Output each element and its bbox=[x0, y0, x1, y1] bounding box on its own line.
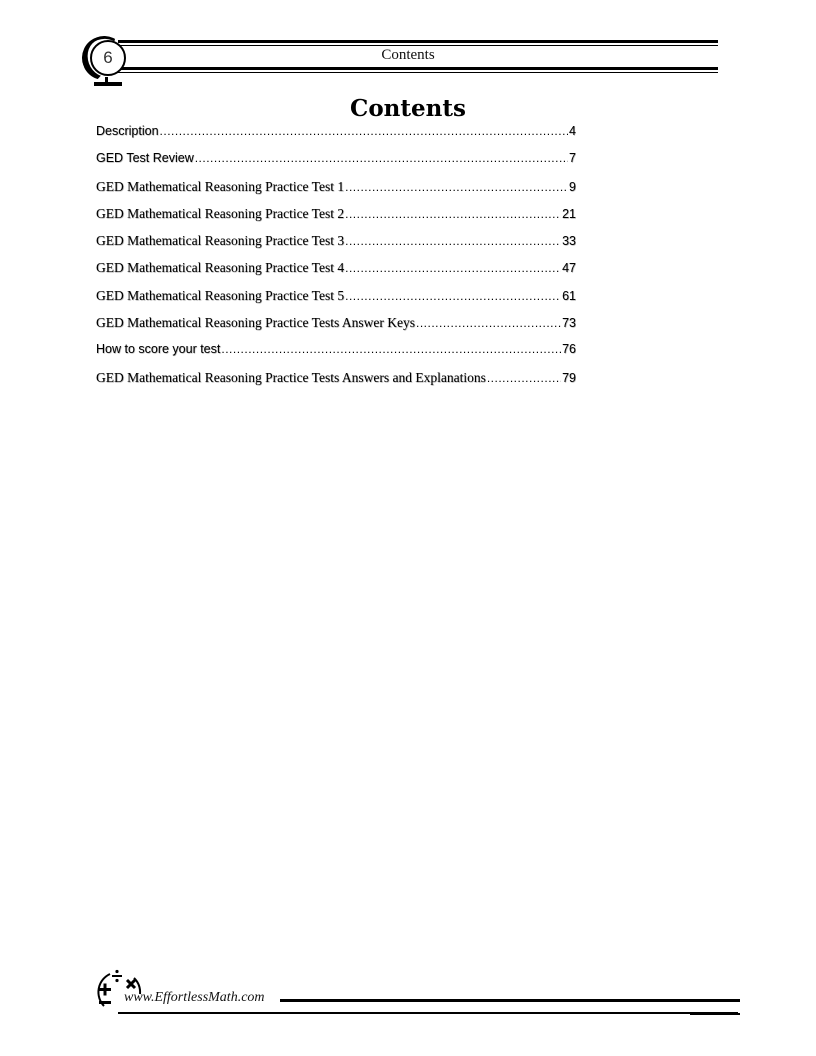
toc-leader-dots bbox=[221, 342, 561, 356]
toc-entry-label: GED Mathematical Reasoning Practice Test 4 bbox=[96, 260, 345, 276]
toc-entry-label: Description bbox=[96, 124, 159, 138]
toc-leader-dots bbox=[416, 316, 561, 330]
toc-entry-label: GED Mathematical Reasoning Practice Test 3 bbox=[96, 233, 345, 249]
toc-entry[interactable] bbox=[96, 260, 576, 287]
header-rule-top-thin bbox=[118, 45, 718, 46]
toc-entry-page: 4 bbox=[569, 124, 576, 138]
toc-leader-dots bbox=[345, 207, 561, 221]
toc-entry-label: GED Mathematical Reasoning Practice Test 1 bbox=[96, 178, 345, 194]
toc-leader-dots bbox=[345, 261, 561, 275]
toc-leader-dots bbox=[195, 151, 568, 165]
running-header-title: Contents bbox=[381, 47, 435, 63]
toc-leader-dots bbox=[160, 124, 569, 138]
footer-rule-accent bbox=[690, 1013, 740, 1015]
header-rule-bottom-thick bbox=[118, 67, 718, 70]
toc-entry-label: How to score your test bbox=[96, 342, 221, 357]
table-of-contents bbox=[96, 124, 576, 397]
toc-entry[interactable] bbox=[96, 342, 576, 369]
footer-rule-thick bbox=[280, 999, 740, 1002]
toc-entry-page: 21 bbox=[562, 206, 576, 221]
toc-entry[interactable] bbox=[96, 370, 576, 397]
toc-entry-page: 9 bbox=[569, 179, 576, 194]
toc-entry-label: GED Test Review bbox=[96, 151, 194, 166]
toc-entry-page: 79 bbox=[562, 370, 576, 385]
toc-leader-dots bbox=[345, 180, 568, 194]
toc-entry-page: 61 bbox=[562, 288, 576, 303]
toc-entry-page: 33 bbox=[562, 234, 576, 249]
toc-entry-label: GED Mathematical Reasoning Practice Tests Answer Keys bbox=[96, 315, 415, 331]
toc-leader-dots bbox=[487, 371, 561, 385]
header-rule-bottom-thin bbox=[118, 72, 718, 73]
header-rule-top-thick bbox=[118, 40, 718, 43]
toc-entry[interactable] bbox=[96, 288, 576, 315]
toc-entry[interactable] bbox=[96, 233, 576, 260]
toc-entry[interactable] bbox=[96, 206, 576, 233]
toc-leader-dots bbox=[345, 234, 561, 248]
toc-entry-page: 47 bbox=[562, 261, 576, 276]
page-number: 6 bbox=[90, 40, 126, 76]
toc-entry[interactable] bbox=[96, 179, 576, 206]
toc-entry-page: 76 bbox=[562, 342, 576, 357]
toc-leader-dots bbox=[345, 289, 561, 303]
toc-entry-label: GED Mathematical Reasoning Practice Tests Answers and Explanations bbox=[96, 369, 486, 385]
footer-rule-thin bbox=[118, 1012, 738, 1014]
toc-entry-page: 7 bbox=[569, 151, 576, 166]
toc-entry[interactable] bbox=[96, 151, 576, 178]
page-title: Contents bbox=[350, 95, 466, 122]
toc-entry-label: GED Mathematical Reasoning Practice Test 5 bbox=[96, 287, 345, 303]
toc-entry-label: GED Mathematical Reasoning Practice Test 2 bbox=[96, 205, 345, 221]
toc-entry[interactable] bbox=[96, 315, 576, 342]
toc-entry[interactable] bbox=[96, 124, 576, 151]
globe-base-icon bbox=[94, 82, 122, 86]
footer-website[interactable]: www.EffortlessMath.com bbox=[124, 990, 265, 1005]
toc-entry-page: 73 bbox=[562, 316, 576, 331]
